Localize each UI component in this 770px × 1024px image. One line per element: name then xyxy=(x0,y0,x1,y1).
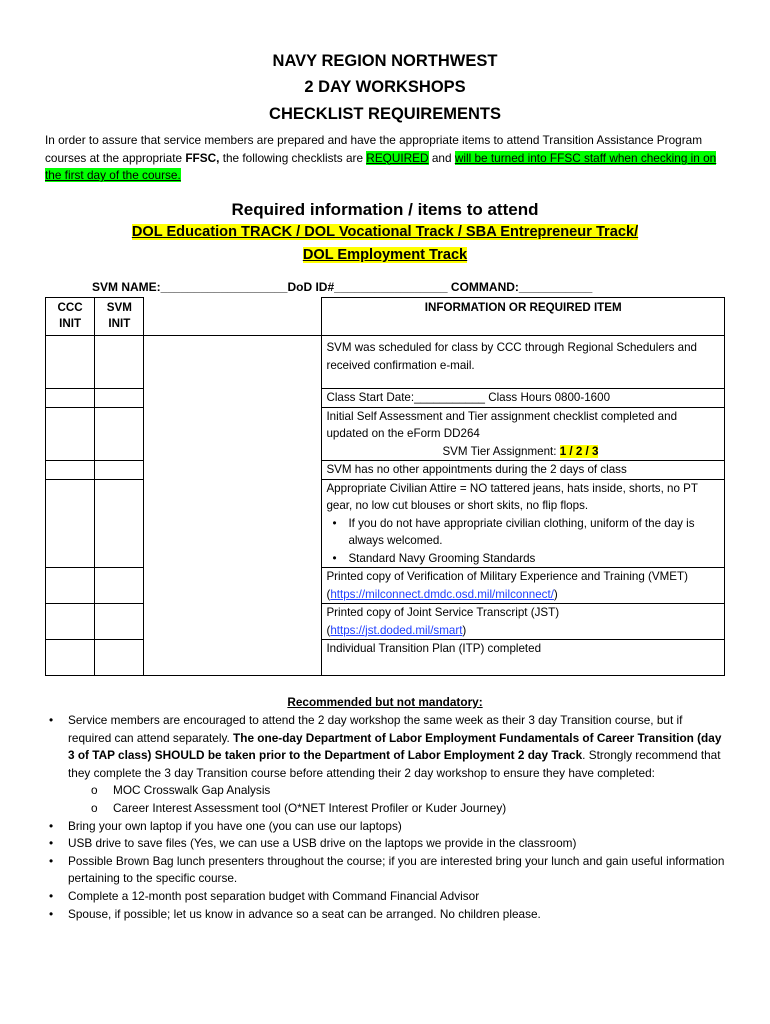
vmet-close: ) xyxy=(553,587,558,601)
ccc-init-cell[interactable] xyxy=(46,389,95,408)
table-row xyxy=(46,640,725,676)
svm-init-cell[interactable] xyxy=(95,461,144,480)
svm-form-line: SVM NAME:___________________DoD ID#_________________ COMMAND:___________ xyxy=(92,280,593,294)
item-self-assessment xyxy=(322,407,725,461)
list-item: • Possible Brown Bag lunch presenters throughout the course; if you are interested bring your lunch and gain useful information pertaining to the specific course. xyxy=(68,853,725,888)
title-line-3: CHECKLIST REQUIREMENTS xyxy=(269,105,501,123)
vmet-text: Printed copy of Verification of Military Experience and Training (VMET) ( xyxy=(326,570,688,601)
svm-init-cell[interactable] xyxy=(95,640,144,676)
ccc-init-cell[interactable] xyxy=(46,461,95,480)
tracks-line-2 xyxy=(0,247,770,263)
item-jst xyxy=(322,604,725,640)
spacer-cell xyxy=(144,461,322,480)
tracks-line-1 xyxy=(0,224,770,240)
spacer-cell xyxy=(144,479,322,568)
tier-assignment xyxy=(326,443,720,461)
attire-bullet-grooming: • Standard Navy Grooming Standards xyxy=(348,550,720,568)
svm-label: SVM xyxy=(106,301,132,314)
table-row xyxy=(46,568,725,604)
title-line-1: NAVY REGION NORTHWEST xyxy=(272,52,498,70)
table-header-row xyxy=(46,298,725,336)
ccc-init-cell[interactable] xyxy=(46,407,95,461)
svm-init-cell[interactable] xyxy=(95,568,144,604)
spacer-cell xyxy=(144,604,322,640)
svm-init-cell[interactable] xyxy=(95,479,144,568)
ccc-init-cell[interactable] xyxy=(46,640,95,676)
header-information: INFORMATION OR REQUIRED ITEM xyxy=(322,298,725,336)
intro-text-3: and xyxy=(428,150,455,165)
required-heading: Required information / items to attend xyxy=(231,200,539,219)
jst-link[interactable]: https://jst.doded.mil/smart xyxy=(330,623,463,637)
list-item: • USB drive to save files (Yes, we can use a USB drive on the laptops we provide in the classroom) xyxy=(68,835,725,853)
item-class-start: Class Start Date:___________ Class Hours 0800-1600 xyxy=(322,389,725,408)
table-row xyxy=(46,389,725,408)
spacer-cell xyxy=(144,389,322,408)
tracks-line-2-text: DOL Employment Track xyxy=(302,247,468,263)
recommended-list-container xyxy=(45,712,725,923)
checklist-table xyxy=(45,297,725,676)
intro-text-2: the following checklists are xyxy=(219,150,367,165)
recommended-title: Recommended but not mandatory: xyxy=(287,695,483,709)
recommended-list xyxy=(45,712,725,923)
item-no-appointments: SVM has no other appointments during the 2 days of class xyxy=(322,461,725,480)
table-row xyxy=(46,336,725,389)
item-vmet xyxy=(322,568,725,604)
table-row xyxy=(46,461,725,480)
attire-bullet-uniform: • If you do not have appropriate civilian clothing, uniform of the day is always welcomed. xyxy=(348,515,720,550)
svm-init-cell[interactable] xyxy=(95,336,144,389)
item-itp: Individual Transition Plan (ITP) completed xyxy=(322,640,725,676)
list-item: • Bring your own laptop if you have one (you can use our laptops) xyxy=(68,818,725,836)
ccc-init-label: INIT xyxy=(59,317,82,330)
ccc-init-cell[interactable] xyxy=(46,336,95,389)
attire-list xyxy=(326,515,720,568)
jst-open: ( xyxy=(326,623,331,637)
list-item: o Career Interest Assessment tool (O*NET Interest Profiler or Kuder Journey) xyxy=(113,800,725,818)
table-row xyxy=(46,407,725,461)
tier-label: SVM Tier Assignment: xyxy=(442,444,560,458)
rec-b1-text: Service members are encouraged to attend the 2 day workshop the same week as their 3 day Transition course, but if required can attend separately. xyxy=(68,713,683,745)
tracks-line-1-text: DOL Education TRACK / DOL Vocational Track / SBA Entrepreneur Track/ xyxy=(131,224,639,240)
rec-b1-end: . Strongly recommend that they complete the 3 day Transition course before attending their 2 day workshop to ensure they have completed: xyxy=(68,748,721,780)
svm-init-label: INIT xyxy=(108,317,131,330)
spacer-cell xyxy=(144,568,322,604)
ccc-init-cell[interactable] xyxy=(46,568,95,604)
intro-text-1: In order to assure that service members are prepared and have the appropriate items to attend Transition Assistance Program courses at the appropriate xyxy=(45,133,703,165)
svm-init-cell[interactable] xyxy=(95,407,144,461)
intro-ffsc: FFSC, xyxy=(185,150,220,165)
jst-close: ) xyxy=(462,623,467,637)
list-item: • Complete a 12-month post separation budget with Command Financial Advisor xyxy=(68,888,725,906)
rec-b1-bold: The one-day Department of Labor Employment Fundamentals of Career Transition (day 3 of TAP class) SHOULD be taken prior to the Department of Labor Employment 2 day Track xyxy=(68,730,722,763)
intro-paragraph xyxy=(45,132,725,185)
ccc-init-cell[interactable] xyxy=(46,479,95,568)
spacer-cell xyxy=(144,640,322,676)
header-svm-init xyxy=(95,298,144,336)
tier-values[interactable]: 1 / 2 / 3 xyxy=(559,444,599,458)
jst-text: Printed copy of Joint Service Transcript (JST) xyxy=(326,606,560,619)
intro-turned-in: will be turned into FFSC staff when checking in on the first day of the course. xyxy=(45,150,717,182)
title-line-2: 2 DAY WORKSHOPS xyxy=(304,78,466,96)
ccc-init-cell[interactable] xyxy=(46,604,95,640)
self-assessment-text: Initial Self Assessment and Tier assignment checklist completed and updated on the eForm DD264 xyxy=(326,409,678,440)
ccc-label: CCC xyxy=(57,301,83,314)
list-item: o MOC Crosswalk Gap Analysis xyxy=(113,782,725,800)
completed-list xyxy=(68,782,725,817)
item-civilian-attire xyxy=(322,479,725,568)
table-row xyxy=(46,479,725,568)
list-item xyxy=(68,712,725,818)
svm-init-cell[interactable] xyxy=(95,389,144,408)
spacer-cell xyxy=(144,336,322,389)
list-item: • Spouse, if possible; let us know in advance so a seat can be arranged. No children please. xyxy=(68,906,725,924)
attire-text: Appropriate Civilian Attire = NO tattered jeans, hats inside, shorts, no PT gear, no low cut blouses or short skits, no flip flops. xyxy=(326,481,698,512)
table-row xyxy=(46,604,725,640)
vmet-link[interactable]: https://milconnect.dmdc.osd.mil/milconnect/ xyxy=(330,587,554,601)
blank-spacer xyxy=(144,298,322,336)
svm-init-cell[interactable] xyxy=(95,604,144,640)
item-scheduled: SVM was scheduled for class by CCC through Regional Schedulers and received confirmation e-mail. xyxy=(322,336,725,389)
header-ccc-init xyxy=(46,298,95,336)
intro-required: REQUIRED xyxy=(366,150,429,165)
spacer-cell xyxy=(144,407,322,461)
